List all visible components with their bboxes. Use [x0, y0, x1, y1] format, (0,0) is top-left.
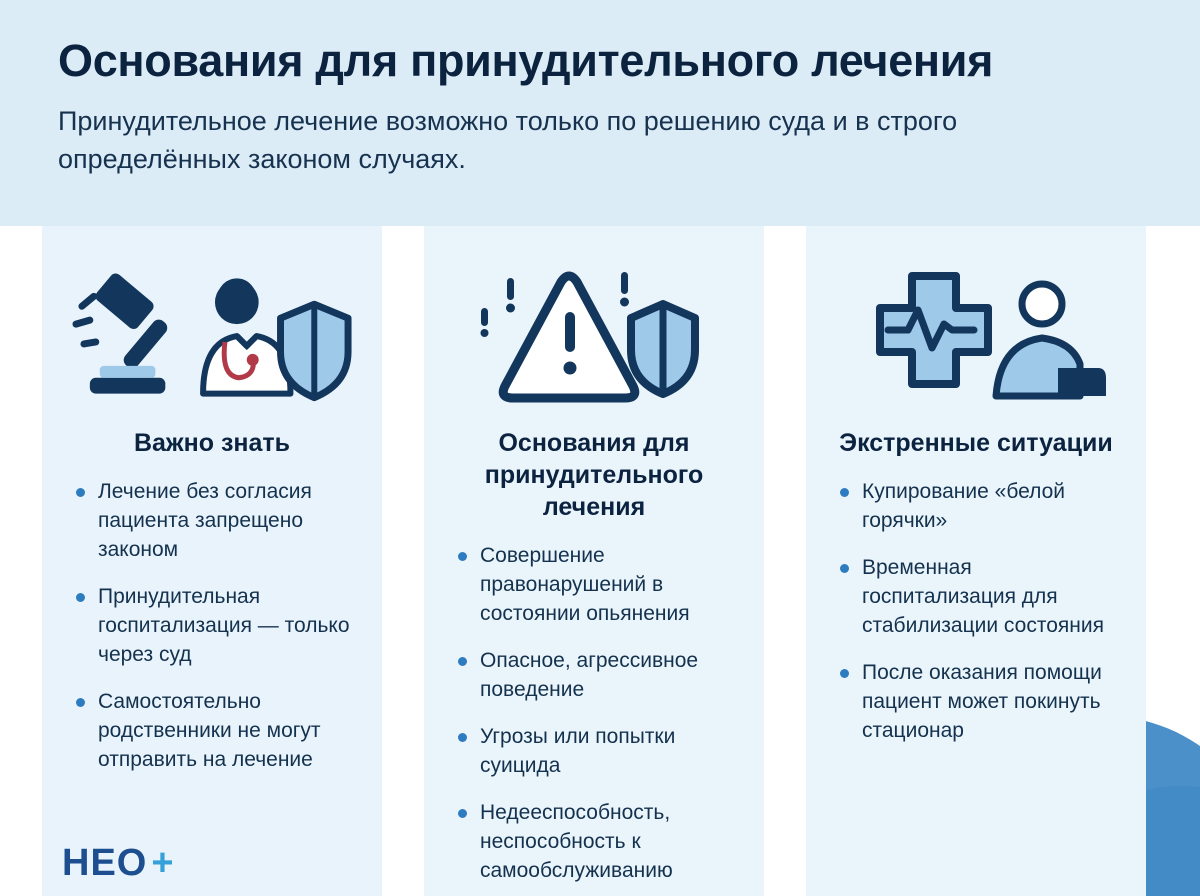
bullet-list	[832, 477, 1120, 745]
list-item: Совершение правонарушений в состоянии опьянения	[456, 541, 738, 628]
content-area	[0, 226, 1200, 896]
card-title: Важно знать	[133, 429, 291, 457]
logo-plus-icon: +	[151, 842, 174, 884]
card-title: Основания для принудительного лечения	[484, 429, 704, 521]
gavel-doctor-shield-icon	[68, 252, 356, 427]
list-item: Принудительная госпитализация — только через суд	[74, 582, 356, 669]
list-item: После оказания помощи пациент может покинуть стационар	[838, 658, 1120, 745]
card-emergency-situations	[806, 226, 1146, 896]
page-title: Основания для принудительного лечения	[58, 35, 994, 86]
brand-logo	[62, 844, 174, 882]
list-item: Угрозы или попытки суицида	[456, 722, 738, 780]
warning-triangle-shield-icon	[450, 252, 738, 427]
list-item: Опасное, агрессивное поведение	[456, 646, 738, 704]
logo-text: НЕО	[62, 842, 148, 884]
bullet-list	[68, 477, 356, 774]
card-grounds-for-treatment	[424, 226, 764, 896]
medical-cross-patient-icon	[832, 252, 1120, 427]
list-item: Недееспособность, неспособность к самообслуживанию	[456, 798, 738, 885]
columns-container	[0, 226, 1200, 896]
list-item: Купирование «белой горячки»	[838, 477, 1120, 535]
card-title: Экстренные ситуации	[839, 429, 1113, 457]
list-item: Самостоятельно родственники не могут отправить на лечение	[74, 687, 356, 774]
page-subtitle: Принудительное лечение возможно только по решению суда и в строго определённых законом случаях.	[58, 106, 958, 174]
card-important-to-know	[42, 226, 382, 896]
bullet-list	[450, 541, 738, 885]
list-item: Лечение без согласия пациента запрещено законом	[74, 477, 356, 564]
list-item: Временная госпитализация для стабилизации состояния	[838, 553, 1120, 640]
header	[0, 0, 1200, 226]
